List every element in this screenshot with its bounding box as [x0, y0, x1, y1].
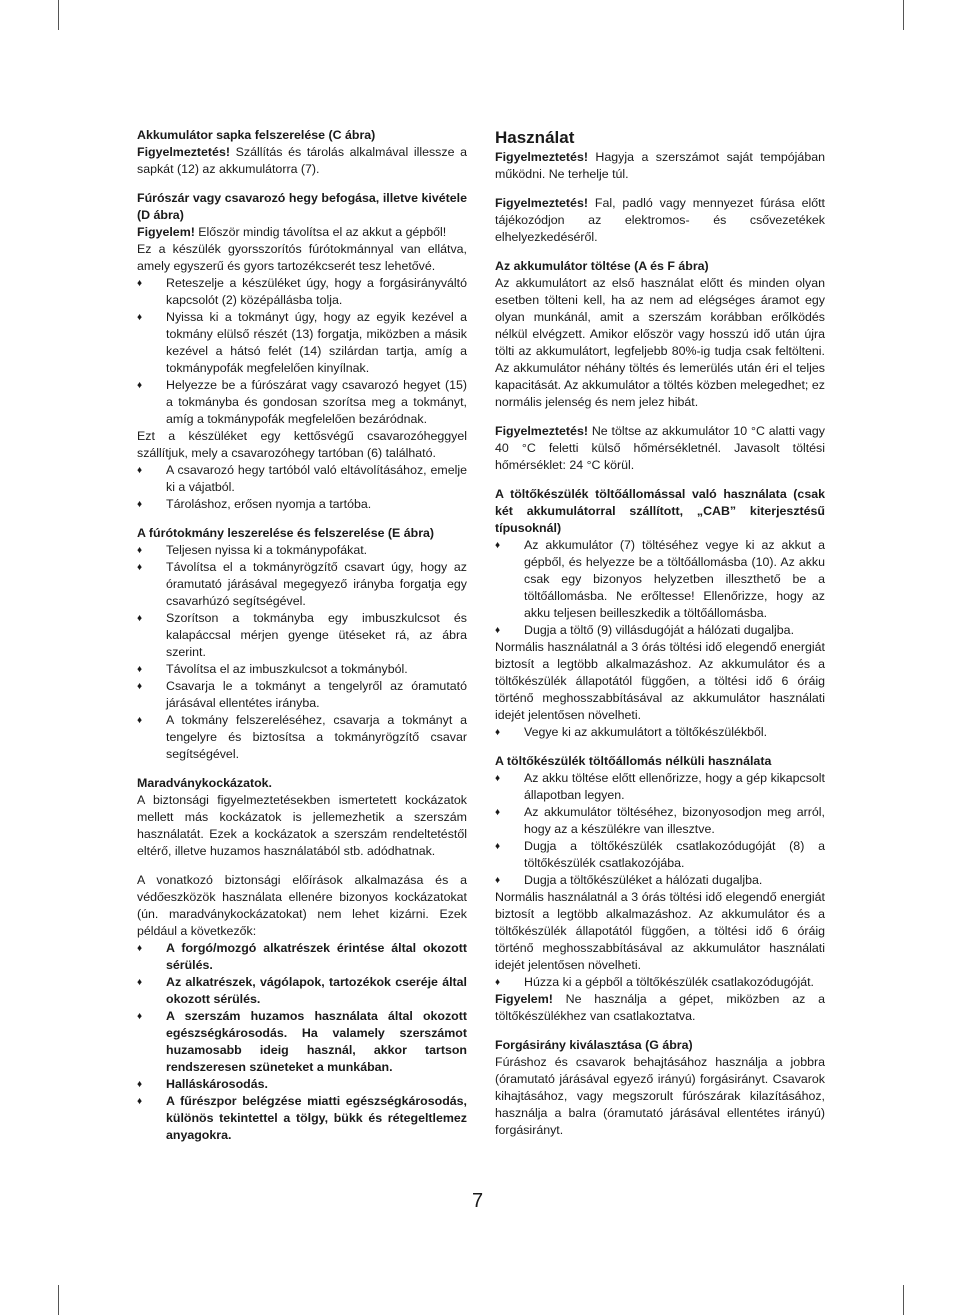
paragraph: [137, 792, 467, 860]
section-heading: Akkumulátor sapka felszerelése (C ábra): [137, 128, 376, 142]
bullet-item: [137, 462, 467, 496]
paragraph: [495, 275, 825, 411]
bullet-text: Az akkumulátor töltéséhez, bizonyosodjon meg arról, hogy az a készülékre van illesztve.: [524, 805, 825, 836]
diamond-bullet-icon: ♦: [137, 943, 143, 954]
diamond-bullet-icon: ♦: [137, 278, 143, 289]
crop-mark-top-left: [58, 0, 59, 30]
text-run: Fúráshoz és csavarok behajtásához használja a jobbra (óramutató járásával egyező irányú) forgásirányt. Csavarok kihajtásához, vagy megszorult fúrószárak kilazításához, használja a balra (óramutató járásával ellentétes irányú) forgásirányt.: [495, 1055, 825, 1137]
right-column: [495, 127, 825, 1139]
bullet-item: [137, 610, 467, 661]
diamond-bullet-icon: ♦: [137, 1096, 143, 1107]
crop-mark-top-right: [903, 0, 904, 30]
paragraph-spacer: [137, 860, 467, 872]
bullet-text: Csavarja le a tokmányt a tengelyről az óramutató járásával ellentétes irányba.: [166, 679, 467, 710]
paragraph-spacer: [137, 763, 467, 775]
text-run: Hagyja a szerszámot saját tempójában működni. Ne terhelje túl.: [495, 150, 825, 181]
bullet-item: [137, 559, 467, 610]
paragraph: [495, 1054, 825, 1139]
text-run: Ezt a készüléket egy kettősvégű csavarozóheggyel szállítjuk, mely a csavarozóhegy tartóban (6) található.: [137, 429, 467, 460]
bold-run: Figyelem!: [495, 992, 553, 1006]
bullet-text: Teljesen nyissa ki a tokmánypofákat.: [166, 543, 368, 557]
paragraph: [137, 144, 467, 178]
paragraph: [495, 991, 825, 1025]
bullet-item: [137, 496, 467, 513]
text-run: Ne töltse az akkumulátor 10 °C alatti vagy 40 °C feletti külső hőmérsékletnél. Javasolt töltési hőmérséklet: 24 °C körül.: [495, 424, 825, 472]
bullet-text: A fűrészpor belégzése miatti egészségkárosodás, különös tekintettel a tölgy, bükk és rétegeltlemez anyagokra.: [166, 1094, 467, 1142]
text-run: Ne használja a gépet, miközben az a töltőkészülékhez van csatlakoztatva.: [495, 992, 825, 1023]
bullet-item: [495, 537, 825, 622]
bullet-text: Vegye ki az akkumulátort a töltőkészülékből.: [524, 725, 768, 739]
bullet-text: Helyezze be a fúrószárat vagy csavarozó hegyet (15) a tokmányba és gondosan szorítsa meg a tokmányt, amíg a tokmánypofák megfelelően bezáródnak.: [166, 378, 467, 426]
bold-run: Figyelmeztetés!: [137, 145, 230, 159]
bullet-text: Az alkatrészek, vágólapok, tartozékok cseréje által okozott sérülés.: [166, 975, 467, 1006]
diamond-bullet-icon: ♦: [137, 1079, 143, 1090]
bullet-text: Az akkumulátor (7) töltéséhez vegye ki az akkut a gépből, és helyezze be a töltőállomásba (10). Az akku csak egy bizonyos helyzetben illeszthető be a töltőállomásba. Ne erőltesse! Ellenőrizze, hogy az akku teljesen beilleszkedik a töltőállomásba.: [524, 538, 825, 620]
paragraph-spacer: [495, 1025, 825, 1037]
paragraph-spacer: [495, 183, 825, 195]
bullet-text: Az akku töltése előtt ellenőrizze, hogy a gép kikapcsolt állapotban legyen.: [524, 771, 825, 802]
bullet-text: Húzza ki a gépből a töltőkészülék csatlakozódugóját.: [524, 975, 814, 989]
paragraph: [495, 149, 825, 183]
text-run: Fal, padló vagy mennyezet fúrása előtt tájékozódjon az elektromos- és csővezetékek elhelyezkedéséről.: [495, 196, 825, 244]
paragraph-spacer: [495, 741, 825, 753]
diamond-bullet-icon: ♦: [495, 977, 501, 988]
bullet-item: [495, 872, 825, 889]
diamond-bullet-icon: ♦: [495, 773, 501, 784]
diamond-bullet-icon: ♦: [495, 807, 501, 818]
section-title: Használat: [495, 128, 575, 147]
diamond-bullet-icon: ♦: [137, 499, 143, 510]
diamond-bullet-icon: ♦: [495, 727, 501, 738]
diamond-bullet-icon: ♦: [137, 977, 143, 988]
bullet-text: Távolítsa el a tokmányrögzítő csavart úgy, hogy az óramutató járásával megegyező irányba forgatja egy csavarhúzó segítségével.: [166, 560, 467, 608]
bullet-text: A forgó/mozgó alkatrészek érintése által okozott sérülés.: [166, 941, 467, 972]
diamond-bullet-icon: ♦: [137, 380, 143, 391]
bullet-item: [495, 974, 825, 991]
bullet-item: [137, 309, 467, 377]
bullet-item: [495, 622, 825, 639]
bullet-item: [137, 377, 467, 428]
text-run: A biztonsági figyelmeztetésekben ismertetett kockázatok mellett más kockázatok is jellemezhetik a szerszám használatát. Ezek a kockázatok a szerszám rendeltetéstől eltérő, illetve huzamos használatából stb. adódhatnak.: [137, 793, 467, 858]
bold-run: Figyelem!: [137, 225, 195, 239]
text-run: A vonatkozó biztonsági előírások alkalmazása és a védőeszközök használata ellenére bizonyos kockázatokat (ún. maradványkockázatokat) nem lehet kizárni. Ezek például a következők:: [137, 873, 467, 938]
section-heading: A fúrótokmány leszerelése és felszerelése (E ábra): [137, 526, 435, 540]
section-heading: Maradványkockázatok.: [137, 776, 272, 790]
diamond-bullet-icon: ♦: [137, 613, 143, 624]
bullet-text: Reteszelje a készüléket úgy, hogy a forgásirányváltó kapcsolót (2) középállásba tolja.: [166, 276, 467, 307]
section-heading: Az akkumulátor töltése (A és F ábra): [495, 259, 709, 273]
diamond-bullet-icon: ♦: [137, 715, 143, 726]
paragraph-spacer: [495, 246, 825, 258]
diamond-bullet-icon: ♦: [495, 875, 501, 886]
bullet-item: [495, 804, 825, 838]
bullet-item: [495, 724, 825, 741]
paragraph-spacer: [137, 513, 467, 525]
bold-run: Figyelmeztetés!: [495, 150, 588, 164]
text-run: Normális használatnál a 3 órás töltési idő elegendő energiát biztosít a legtöbb alkalmazáshoz. Az akkumulátor és a töltőkészülék állapotától függően, a töltési idő 6 óráig történő meghosszabbításával az akkumulátor használati idejét jelentősen növelheti.: [495, 640, 825, 722]
bullet-text: Szorítson a tokmányba egy imbuszkulcsot és kalapáccsal mérjen gyenge ütéseket rá, az ábra szerint.: [166, 611, 467, 659]
bullet-item: [137, 712, 467, 763]
section-heading: Fúrószár vagy csavarozó hegy befogása, illetve kivétele (D ábra): [137, 191, 467, 222]
paragraph: [137, 428, 467, 462]
bullet-item: [137, 1093, 467, 1144]
paragraph: [495, 423, 825, 474]
diamond-bullet-icon: ♦: [137, 1011, 143, 1022]
page-number: 7: [472, 1190, 484, 1212]
diamond-bullet-icon: ♦: [495, 841, 501, 852]
left-column: [137, 127, 467, 1144]
bullet-item: [137, 940, 467, 974]
diamond-bullet-icon: ♦: [137, 465, 143, 476]
bullet-text: A csavarozó hegy tartóból való eltávolításához, emelje ki a vájatból.: [166, 463, 467, 494]
bullet-text: Távolítsa el az imbuszkulcsot a tokmányból.: [166, 662, 408, 676]
text-run: Az akkumulátort az első használat előtt és minden olyan esetben tölteni kell, ha az nem ad elégséges áramot egy olyan munkánál, amit a szerszám korábban erőlködés nélkül elvégzett. Amikor először vagy hosszú idő után újra tölti az akkumulátort, legfeljebb 80%-ig tudja csak feltölteni. Az akkumulátor néhány töltés és lemerülés után éri el teljes kapacitását. Az akkumulátor a töltés közben melegedhet; ez normális jelenség és nem jelez hibát.: [495, 276, 825, 409]
paragraph-spacer: [495, 411, 825, 423]
diamond-bullet-icon: ♦: [137, 664, 143, 675]
diamond-bullet-icon: ♦: [137, 545, 143, 556]
diamond-bullet-icon: ♦: [137, 681, 143, 692]
section-heading: Forgásirány kiválasztása (G ábra): [495, 1038, 693, 1052]
bullet-item: [137, 275, 467, 309]
section-heading: A töltőkészülék töltőállomás nélküli használata: [495, 754, 772, 768]
crop-mark-bottom-right: [903, 1285, 904, 1315]
crop-mark-bottom-left: [58, 1285, 59, 1315]
diamond-bullet-icon: ♦: [495, 625, 501, 636]
paragraph: [137, 241, 467, 275]
bullet-text: Dugja a töltőkészüléket a hálózati dugaljba.: [524, 873, 763, 887]
section-heading: A töltőkészülék töltőállomással való használata (csak két akkumulátorral szállított, „CAB” kiterjesztésű típusoknál): [495, 487, 825, 535]
paragraph: [495, 639, 825, 724]
text-run: Ez a készülék gyorsszorítós fúrótokmánnyal van ellátva, amely egyszerű és gyors tartozékcserét tesz lehetővé.: [137, 242, 467, 273]
bold-run: Figyelmeztetés!: [495, 196, 588, 210]
text-run: Először mindig távolítsa el az akkut a gépből!: [194, 225, 447, 239]
bullet-item: [495, 770, 825, 804]
text-run: Normális használatnál a 3 órás töltési idő elegendő energiát biztosít a legtöbb alkalmazáshoz. Az akkumulátor és a töltőkészülék állapotától függően, a töltési idő 6 óráig történő meghosszabbításával az akkumulátor használati idejét jelentősen növelheti.: [495, 890, 825, 972]
text-run: Szállítás és tárolás alkalmával illessze a sapkát (12) az akkumulátorra (7).: [137, 145, 467, 176]
bullet-item: [137, 661, 467, 678]
paragraph: [137, 872, 467, 940]
diamond-bullet-icon: ♦: [137, 562, 143, 573]
bullet-item: [137, 974, 467, 1008]
paragraph: [137, 224, 467, 241]
paragraph-spacer: [495, 474, 825, 486]
bullet-text: Tároláshoz, erősen nyomja a tartóba.: [166, 497, 372, 511]
bullet-text: Nyissa ki a tokmányt úgy, hogy az egyik kezével a tokmány elülső részét (13) forgatja, miközben a másik kezével a hátsó felét (14) szilárdan tartja, amíg a tokmánypofák megfelelően kinyílnak.: [166, 310, 467, 375]
bullet-text: A szerszám huzamos használata által okozott egészségkárosodás. Ha valamely szerszámot huzamosabb ideig használ, akkor tartson rendszeresen szüneteket a munkában.: [166, 1009, 467, 1074]
bold-run: Figyelmeztetés!: [495, 424, 588, 438]
bullet-text: A tokmány felszereléséhez, csavarja a tokmányt a tengelyre és biztosítsa a tokmányrögzítő csavar segítségével.: [166, 713, 467, 761]
bullet-text: Dugja a töltőkészülék csatlakozódugóját (8) a töltőkészülék csatlakozójába.: [524, 839, 825, 870]
bullet-item: [137, 542, 467, 559]
diamond-bullet-icon: ♦: [495, 540, 501, 551]
paragraph: [495, 195, 825, 246]
paragraph-spacer: [137, 178, 467, 190]
bullet-item: [137, 678, 467, 712]
bullet-text: Dugja a töltő (9) villásdugóját a hálózati dugaljba.: [524, 623, 795, 637]
bullet-text: Halláskárosodás.: [166, 1077, 268, 1091]
diamond-bullet-icon: ♦: [137, 312, 143, 323]
bullet-item: [137, 1076, 467, 1093]
bullet-item: [495, 838, 825, 872]
paragraph: [495, 889, 825, 974]
bullet-item: [137, 1008, 467, 1076]
